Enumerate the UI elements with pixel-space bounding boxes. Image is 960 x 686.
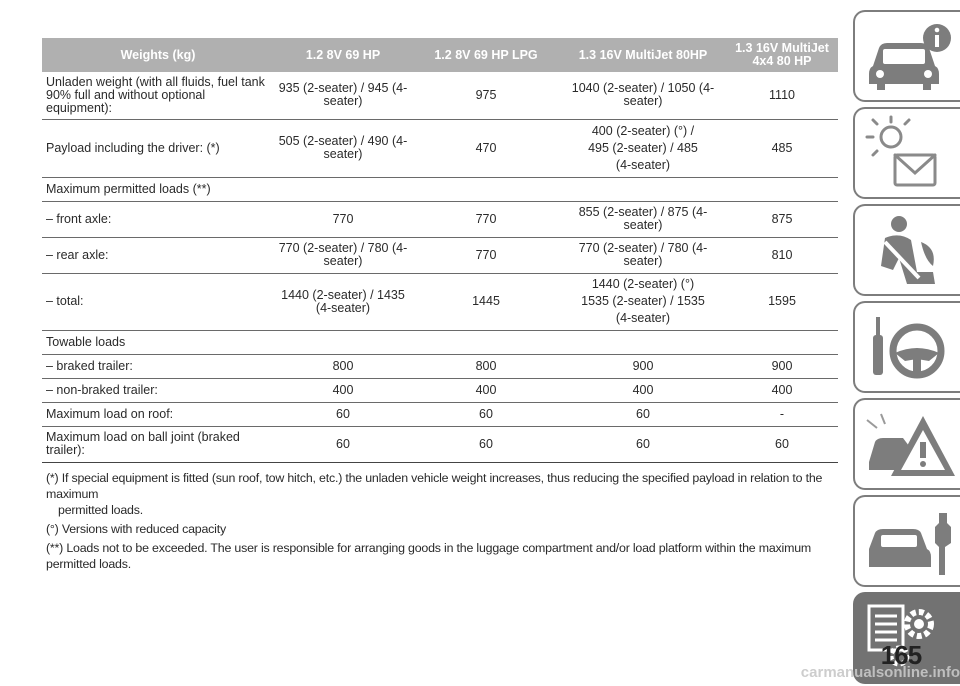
cell: 875 [726,201,838,237]
warning-lights-icon [863,115,959,195]
cell-line: 495 (2-seater) / 485 [588,140,698,155]
table-row [42,426,838,462]
cell [560,273,726,330]
section-heading: Maximum permitted loads (**) [42,177,838,201]
cell: 770 [274,201,412,237]
header-1-3-multijet-4x4: 1.3 16V MultiJet 4x4 80 HP [726,38,838,72]
cell: 1110 [726,72,838,119]
cell: 1040 (2-seater) / 1050 (4-seater) [560,72,726,119]
table-row [42,354,838,378]
row-label: Unladen weight (with all fluids, fuel tank 90% full and without optional equipment): [42,72,274,119]
cell: 505 (2-seater) / 490 (4-seater) [274,119,412,177]
cell: 900 [726,354,838,378]
section-heading: Towable loads [42,330,838,354]
car-info-icon [863,18,959,98]
page-number: 165 [880,640,922,670]
cell: 60 [274,426,412,462]
cell: 60 [560,402,726,426]
footnote-degree: (°) Versions with reduced capacity [46,522,226,536]
cell [560,119,726,177]
table-header-row [42,38,838,72]
cell: 1440 (2-seater) / 1435 (4-seater) [274,273,412,330]
cell: 770 (2-seater) / 780 (4-seater) [560,237,726,273]
table-row [42,119,838,177]
cell: 770 [412,237,560,273]
cell: 1445 [412,273,560,330]
row-label: – front axle: [42,201,274,237]
cell: 900 [560,354,726,378]
car-tools-icon [863,503,959,583]
header-1-2-8v: 1.2 8V 69 HP [274,38,412,72]
cell: 60 [412,402,560,426]
cell: 810 [726,237,838,273]
tab-seat-safety[interactable] [853,204,960,296]
cell: 485 [726,119,838,177]
row-label: Maximum load on roof: [42,402,274,426]
cell: 400 [412,378,560,402]
cell: 935 (2-seater) / 945 (4-seater) [274,72,412,119]
weights-table [42,38,838,463]
cell: 855 (2-seater) / 875 (4-seater) [560,201,726,237]
section-row [42,330,838,354]
seat-safety-icon [863,212,959,292]
header-1-3-multijet: 1.3 16V MultiJet 80HP [560,38,726,72]
table-row [42,402,838,426]
cell-line: 400 (2-seater) (°) / [591,123,695,138]
row-label: Payload including the driver: (*) [42,119,274,177]
cell: 60 [274,402,412,426]
watermark: carmanualsonline.info [800,664,960,681]
section-row [42,177,838,201]
table-row [42,378,838,402]
cell: 975 [412,72,560,119]
cell: 770 (2-seater) / 780 (4-seater) [274,237,412,273]
cell-line: 1535 (2-seater) / 1535 [581,294,705,308]
footnote-star-line2: permitted loads. [58,503,143,517]
tab-breakdown[interactable] [853,398,960,490]
cell: 770 [412,201,560,237]
cell: 400 [274,378,412,402]
row-label: – non-braked trailer: [42,378,274,402]
cell: 800 [412,354,560,378]
row-label: – total: [42,273,274,330]
tab-car-info[interactable] [853,10,960,102]
row-label: – braked trailer: [42,354,274,378]
cell-line: (4-seater) [615,311,671,325]
row-label: – rear axle: [42,237,274,273]
cell: 800 [274,354,412,378]
footnotes [46,470,836,575]
table-row [42,72,838,119]
tab-key-steering[interactable] [853,301,960,393]
cell: 1595 [726,273,838,330]
footnote-double-star: (**) Loads not to be exceeded. The user is responsible for arranging goods in the luggage compartment and/or load platform within the maximum permitted loads. [46,541,812,571]
cell: 400 [726,378,838,402]
cell-line: 1440 (2-seater) (°) [591,277,695,291]
row-label: Maximum load on ball joint (braked trailer): [42,426,274,462]
header-1-2-8v-lpg: 1.2 8V 69 HP LPG [412,38,560,72]
cell: 60 [726,426,838,462]
footnote-star [46,470,836,518]
key-steering-icon [863,309,959,389]
tab-car-tools[interactable] [853,495,960,587]
cell: 60 [560,426,726,462]
footnote-star-line1: (*) If special equipment is fitted (sun roof, tow hitch, etc.) the unladen vehicle weight increases, thus reducing the specified payload in relation to the maximum [46,471,823,501]
header-weights: Weights (kg) [42,38,274,72]
cell: 60 [412,426,560,462]
table-row [42,237,838,273]
table-row [42,201,838,237]
cell: 470 [412,119,560,177]
chapter-tabs [853,0,960,686]
breakdown-icon [863,406,959,486]
table-row [42,273,838,330]
cell: 400 [560,378,726,402]
cell: - [726,402,838,426]
tab-warning-lights[interactable] [853,107,960,199]
cell-line: (4-seater) [615,157,671,172]
